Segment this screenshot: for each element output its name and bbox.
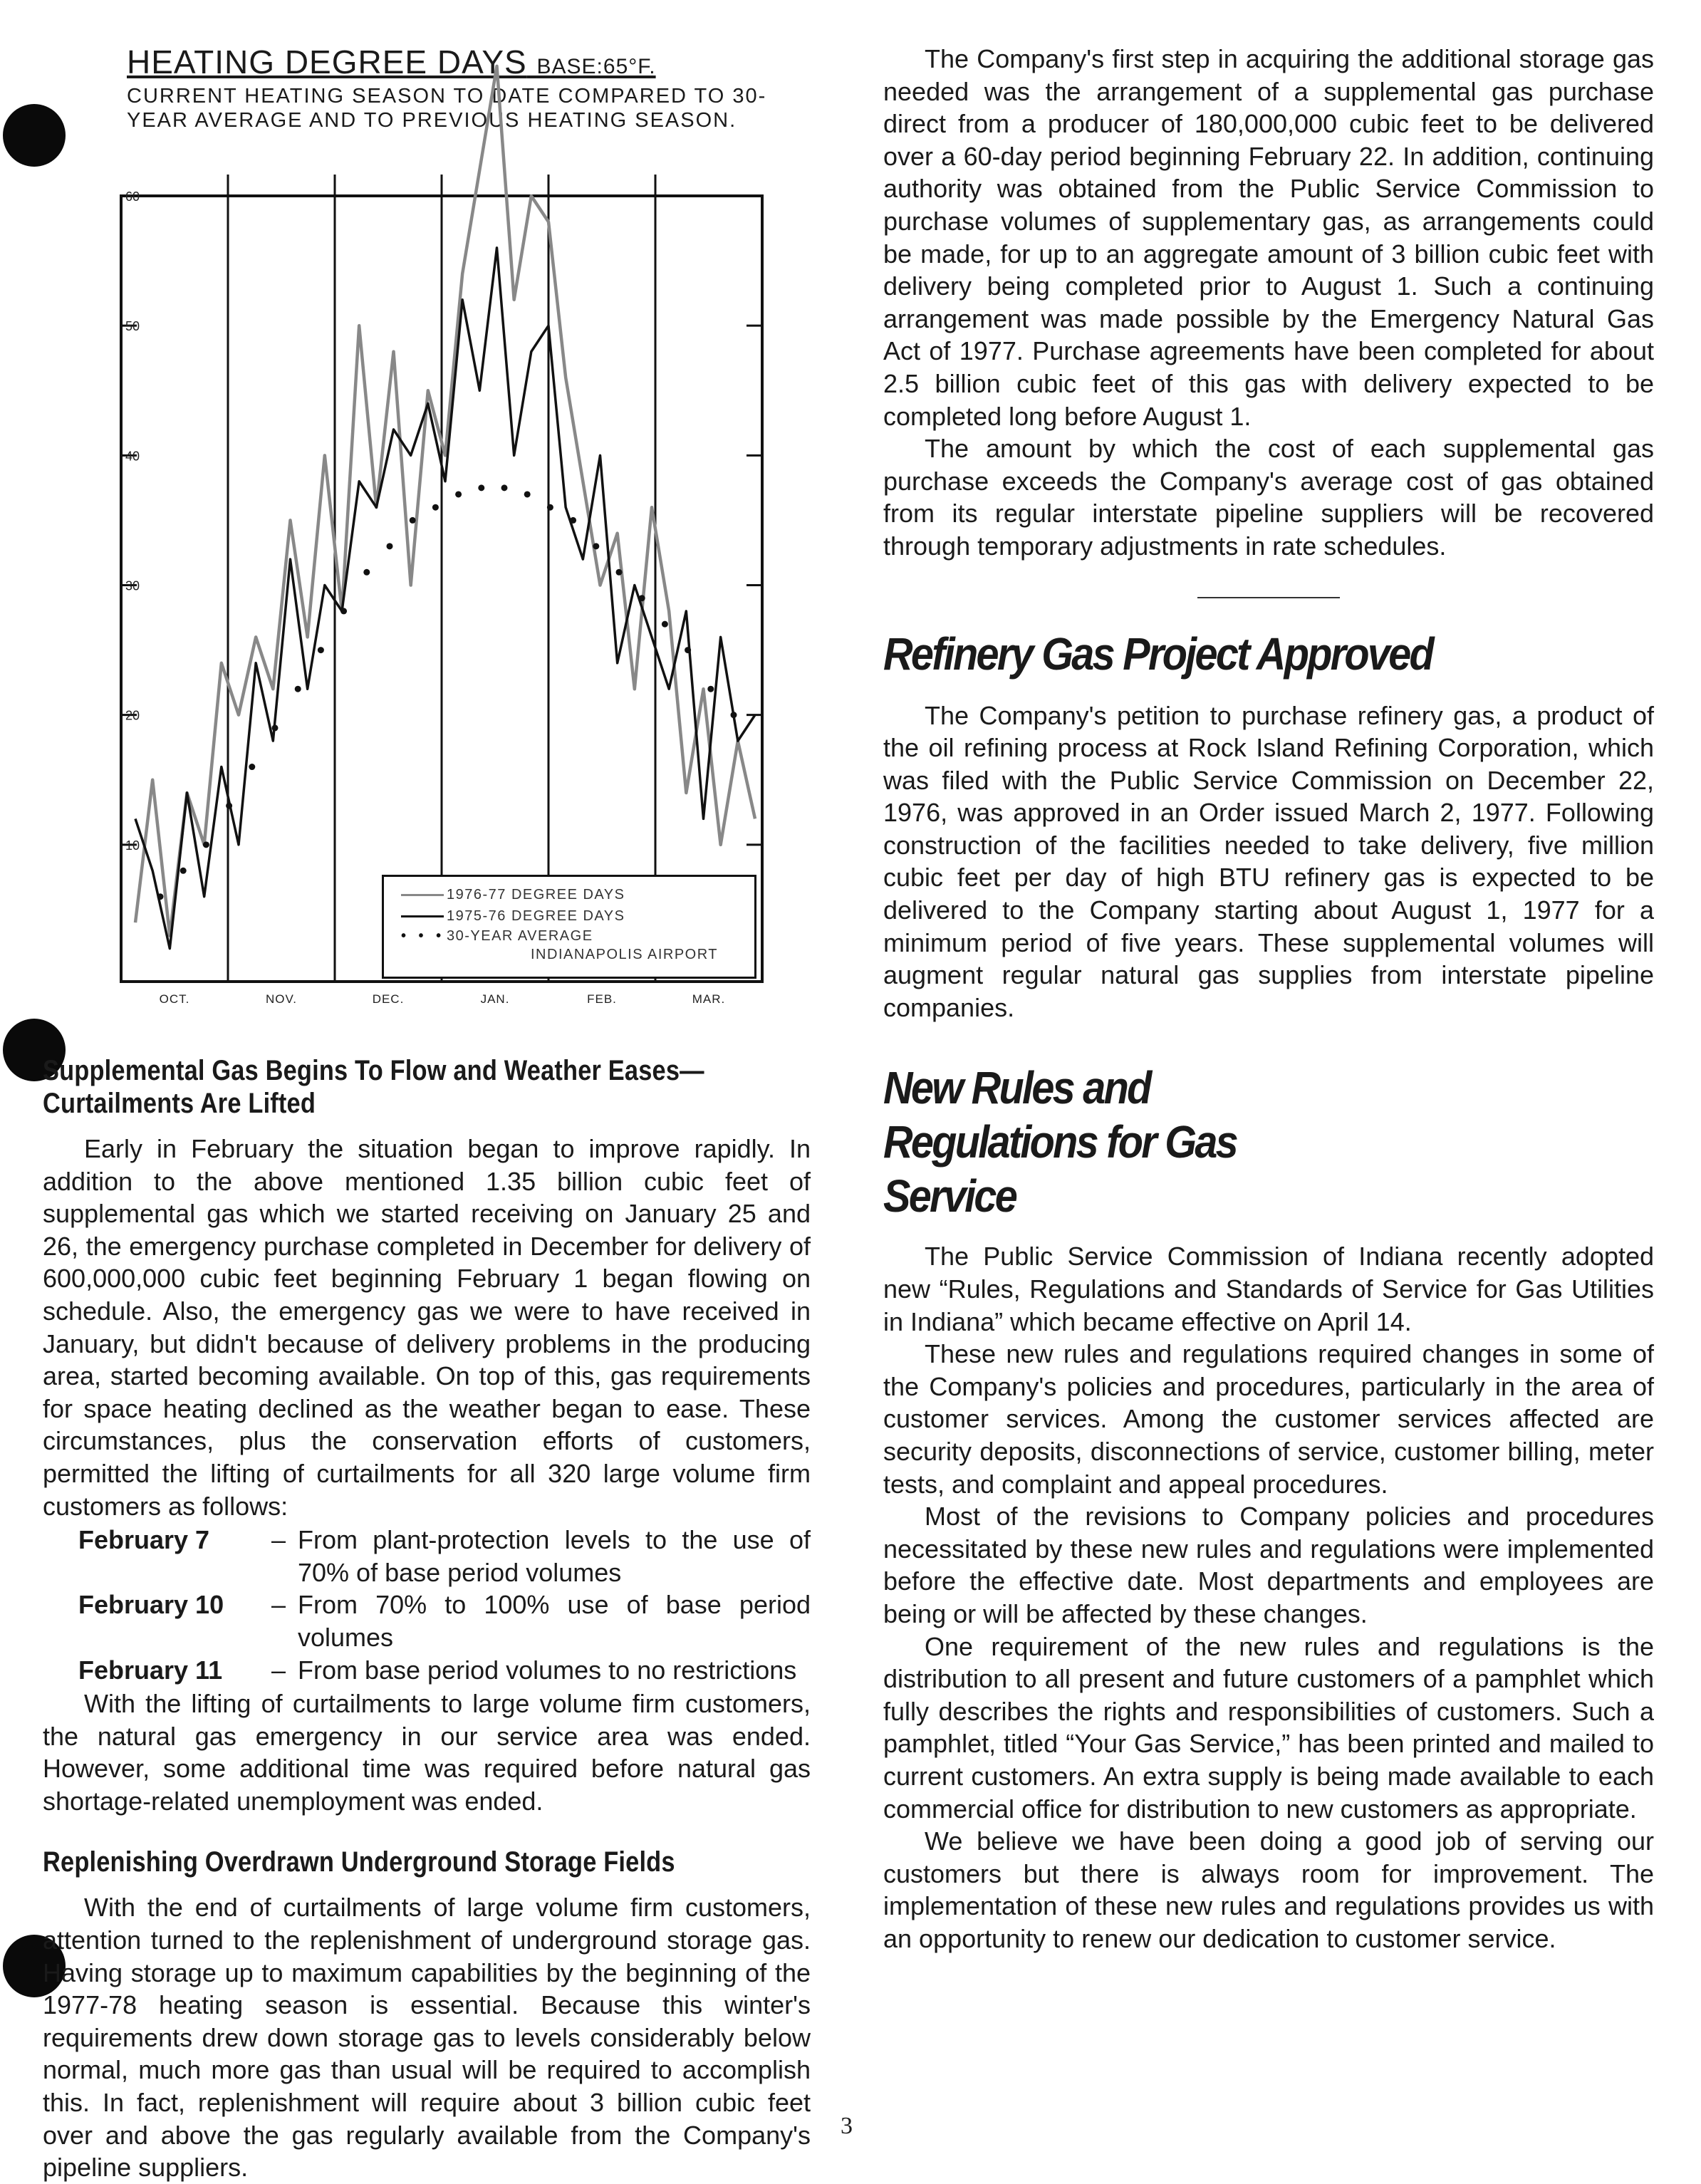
chart-title-text: HEATING DEGREE DAYS xyxy=(127,43,527,80)
average-point xyxy=(410,517,416,524)
curtailment-item xyxy=(43,1654,811,1687)
dash: – xyxy=(271,1525,286,1555)
average-point xyxy=(432,504,439,511)
binder-hole-top xyxy=(3,104,66,167)
x-tick-label: NOV. xyxy=(265,992,298,1006)
y-tick-label: 40 xyxy=(125,449,140,464)
curtailment-item xyxy=(43,1524,811,1588)
average-point xyxy=(387,543,393,549)
legend-item-1976-77 xyxy=(401,887,625,903)
chart-subtitle: CURRENT HEATING SEASON TO DATE COMPARED TO 30-YEAR AVERAGE AND TO PREVIOUS HEATING SEASON. xyxy=(127,85,767,132)
paragraph: We believe we have been doing a good job of serving our customers but there is always room for improvement. The implementation of these new rules and regulations provides us with an opportunity to renew our dedication to customer service. xyxy=(883,1826,1654,1953)
curtailment-date: February 7 xyxy=(78,1525,210,1555)
average-point xyxy=(340,608,347,614)
paragraph: Most of the revisions to Company policies and procedures necessitated by these new rules and regulations were implemented before the effective date. Most departments and employees are being or will be affected by these changes. xyxy=(883,1502,1654,1628)
curtailment-date: February 10 xyxy=(78,1590,224,1620)
average-point xyxy=(363,569,370,576)
section-divider xyxy=(1197,597,1340,598)
section-heading-refinery: Refinery Gas Project Approved xyxy=(883,628,1433,680)
x-tick-label: JAN. xyxy=(480,992,510,1006)
average-point xyxy=(616,569,623,576)
chart-base-label: BASE:65°F. xyxy=(536,55,656,78)
average-point xyxy=(547,504,553,511)
y-tick-label: 30 xyxy=(125,578,140,593)
average-point xyxy=(478,484,484,491)
average-point xyxy=(662,621,668,628)
average-point xyxy=(249,764,255,770)
x-tick-label: DEC. xyxy=(372,992,405,1006)
curtailment-date: February 11 xyxy=(78,1655,223,1685)
average-point xyxy=(272,724,279,731)
average-point xyxy=(685,647,691,653)
x-tick-label: FEB. xyxy=(587,992,617,1006)
paragraph: With the end of curtailments of large volume firm customers, attention turned to the replenishment of underground storage gas. Having storage up to maximum capabilities by the beginning of the 1977-78 heating season is essential. Because this winter's requirements drew down storage gas to levels considerably below normal, much more gas than usual will be required to accomplish this. In fact, replenishment will require about 3 billion cubic feet over and above the gas regularly available from the Company's pipeline suppliers. xyxy=(43,1893,811,2183)
section-heading-new-rules: New Rules and Regulations for Gas Service xyxy=(883,1062,1237,1222)
y-tick-label: 60 xyxy=(125,189,140,204)
average-point xyxy=(180,868,187,874)
paragraph: The amount by which the cost of each supplemental gas purchase exceeds the Company's average cost of gas obtained from its regular interstate pipeline suppliers will be recovered through temporary adjustments in rate schedules. xyxy=(883,434,1654,561)
average-point xyxy=(593,543,599,549)
section-heading-supplemental-gas: Supplemental Gas Begins To Flow and Weather Eases—Curtailments Are Lifted xyxy=(43,1055,704,1119)
average-point xyxy=(731,712,737,718)
paragraph: These new rules and regulations required changes in some of the Company's policies and procedures, particularly in the area of customer services. Among the customer services affected are security deposits, disconnections of service, customer billing, meter tests, and complaint and appeal procedures. xyxy=(883,1339,1654,1499)
paragraph: With the lifting of curtailments to large volume firm customers, the natural gas emergency in our service area was ended. However, some additional time was required before natural gas shortage-related unemployment was ended. xyxy=(43,1689,811,1816)
right-column xyxy=(883,43,1654,1955)
curtailment-list xyxy=(43,1524,811,1686)
x-tick-label: OCT. xyxy=(159,992,190,1006)
section-heading-storage: Replenishing Overdrawn Underground Storage Fields xyxy=(43,1846,675,1878)
paragraph: The Company's first step in acquiring the additional storage gas needed was the arrangement of a supplemental gas purchase direct from a producer of 180,000,000 cubic feet to be delivered over a 60-day period beginning February 22. In addition, continuing authority was obtained from the Public Service Commission to purchase volumes of supplementary gas, as arrangements could be made, for up to an aggregate amount of 3 billion cubic feet with delivery being completed prior to August 1. Such a continuing arrangement was made possible by the Emergency Natural Gas Act of 1977. Purchase agreements have been completed for about 2.5 billion cubic feet of this gas with delivery expected to be completed long before August 1. xyxy=(883,44,1654,431)
average-point xyxy=(455,491,462,497)
chart-plot xyxy=(121,43,798,1012)
average-point xyxy=(570,517,576,524)
dash: – xyxy=(271,1655,286,1685)
curtailment-item xyxy=(43,1588,811,1653)
average-point xyxy=(524,491,531,497)
legend-item-1975-76 xyxy=(401,908,625,925)
average-point xyxy=(639,595,645,601)
y-tick-label: 50 xyxy=(125,319,140,334)
heating-degree-days-chart xyxy=(121,43,798,1012)
curtailment-text: From plant-protection levels to the use of 70% of base period volumes xyxy=(298,1525,811,1587)
chart-legend xyxy=(382,875,756,979)
legend-label: INDIANAPOLIS AIRPORT xyxy=(531,947,719,962)
average-point xyxy=(295,686,301,692)
left-column xyxy=(43,1054,811,2184)
legend-item-source xyxy=(531,947,718,963)
y-tick-label: 10 xyxy=(125,838,140,853)
x-tick-label: MAR. xyxy=(692,992,726,1006)
dash: – xyxy=(271,1590,286,1620)
paragraph: The Company's petition to purchase refinery gas, a product of the oil refining process at Rock Island Refining Corporation, which was filed with the Public Service Commission on December 22, 1976, was approved in an Order issued March 2, 1977. Following construction of the facilities needed to take delivery, five million cubic feet per day of high BTU refinery gas is expected to be delivered to the Company starting about August 1, 1977 for a minimum period of five years. These supplemental volumes will augment regular natural gas supplies from interstate pipeline companies. xyxy=(883,700,1654,1022)
average-point xyxy=(318,647,324,653)
legend-label: 1975-76 DEGREE DAYS xyxy=(447,908,625,924)
average-point xyxy=(203,841,209,848)
legend-label: 30-YEAR AVERAGE xyxy=(447,928,593,944)
average-point xyxy=(226,803,232,809)
paragraph: One requirement of the new rules and regulations is the distribution to all present and future customers of a pamphlet which fully describes the rights and responsibilities of customers. Such a pamphlet, titled “Your Gas Service,” has been printed and mailed to current customers. An extra supply is being made available to each commercial office for distribution to new customers as appropriate. xyxy=(883,1631,1654,1824)
legend-label: 1976-77 DEGREE DAYS xyxy=(447,887,625,903)
curtailment-text: From base period volumes to no restrictions xyxy=(298,1655,797,1685)
curtailment-text: From 70% to 100% use of base period volumes xyxy=(298,1590,811,1652)
y-tick-label: 20 xyxy=(125,708,140,723)
paragraph: Early in February the situation began to improve rapidly. In addition to the above mentioned 1.35 billion cubic feet of supplemental gas which we started receiving on January 25 and 26, the emergency purchase completed in December for delivery of 600,000,000 cubic feet beginning February 1 began flowing on schedule. Also, the emergency gas we were to have received in January, but didn't because of delivery problems in the producing area, started becoming available. On top of this, gas requirements for space heating declined as the weather began to ease. These circumstances, plus the conservation efforts of customers, permitted the lifting of curtailments for all 320 large volume firm customers as follows: xyxy=(43,1134,811,1521)
average-point xyxy=(157,893,164,900)
page-number: 3 xyxy=(841,2113,853,2139)
average-point xyxy=(501,484,508,491)
average-point xyxy=(707,686,714,692)
paragraph: The Public Service Commission of Indiana recently adopted new “Rules, Regulations and Standards of Service for Gas Utilities in Indiana” which became effective on April 14. xyxy=(883,1242,1654,1336)
legend-item-30-year: • • •30-YEAR AVERAGE xyxy=(401,928,593,945)
